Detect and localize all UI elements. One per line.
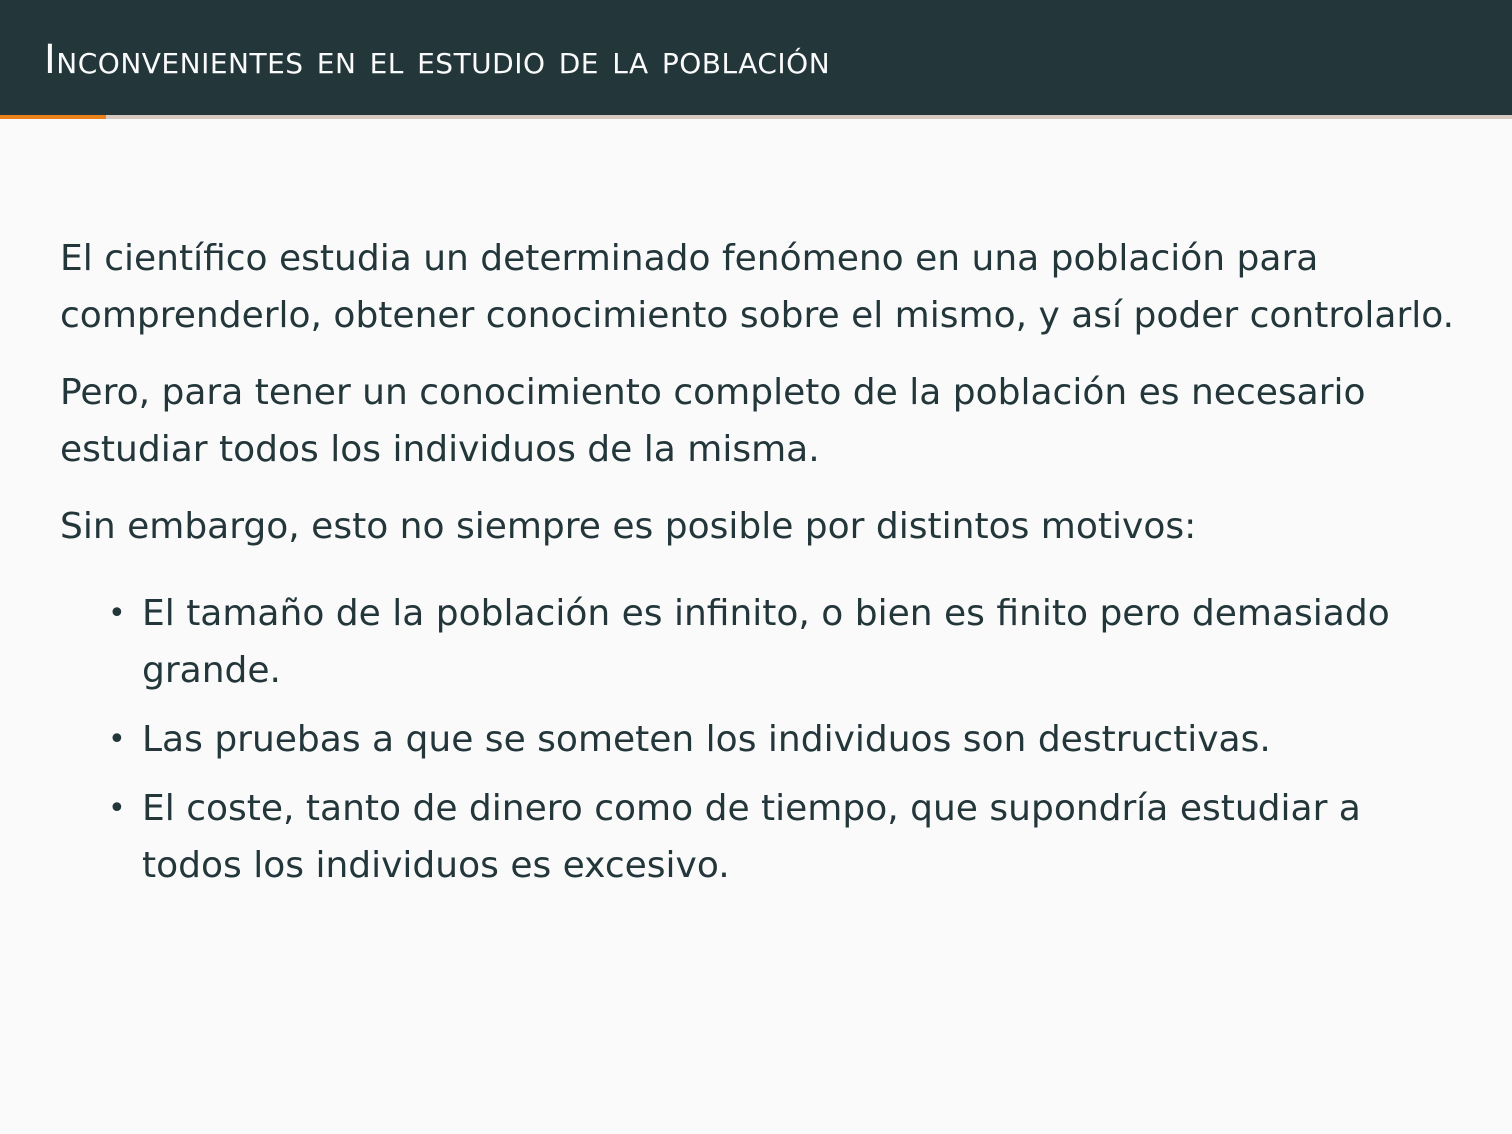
bullet-icon: • [108, 596, 126, 631]
paragraph: El científico estudia un determinado fenómeno en una población para comprenderlo, obtener conocimiento sobre el mismo, y así poder controlarlo. [60, 238, 1455, 336]
bullet-icon: • [108, 722, 126, 757]
bullet-icon: • [108, 791, 126, 826]
bullet-list [60, 585, 1460, 894]
list-item [108, 780, 1460, 894]
list-item [108, 585, 1460, 699]
slide-header [0, 0, 1512, 115]
list-item-text: El coste, tanto de dinero como de tiempo, que supondría estudiar a todos los individuos es excesivo. [142, 788, 1361, 886]
paragraph: Sin embargo, esto no siempre es posible por distintos motivos: [60, 506, 1197, 547]
progress-bar [0, 115, 1512, 119]
progress-bar-fill [0, 115, 106, 119]
slide-title: Inconvenientes en el estudio de la población [44, 37, 831, 83]
paragraph: Pero, para tener un conocimiento completo de la población es necesario estudiar todos los individuos de la misma. [60, 372, 1366, 470]
list-item [108, 711, 1460, 768]
list-item-text: Las pruebas a que se someten los individuos son destructivas. [142, 719, 1271, 760]
slide-content [60, 230, 1460, 906]
list-item-text: El tamaño de la población es infinito, o bien es finito pero demasiado grande. [142, 593, 1390, 691]
